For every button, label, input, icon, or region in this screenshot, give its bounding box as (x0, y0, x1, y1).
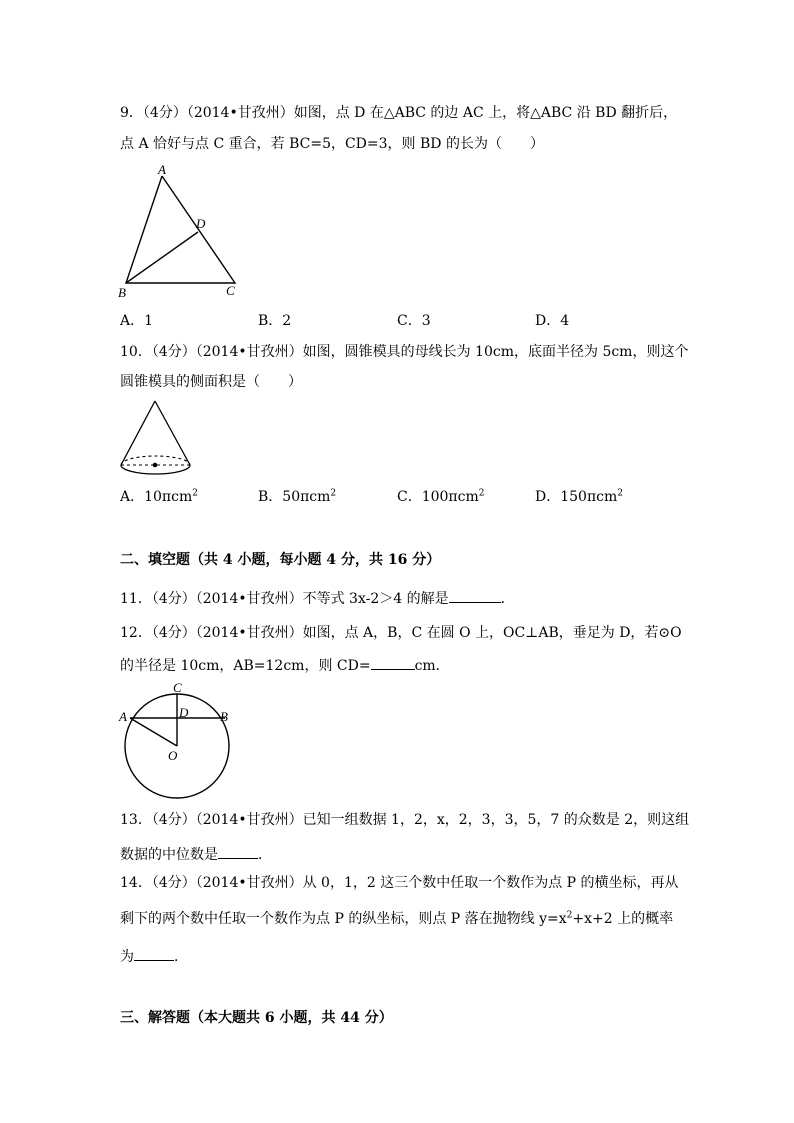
q9-line2: 点 A 恰好与点 C 重合，若 BC=5，CD=3，则 BD 的长为（ ） (120, 136, 544, 152)
q11-answer-blank[interactable] (449, 588, 501, 603)
q14-line3: 为 ． (120, 946, 188, 966)
q10-line1: 10．（4分）（2014•甘孜州）如图，圆锥模具的母线长为 10cm，底面半径为 5cm，则这个 (120, 344, 689, 360)
section-2-heading: 二、填空题（共 4 小题，每小题 4 分，共 16 分） (120, 552, 441, 568)
q11-line: 11．（4分）（2014•甘孜州）不等式 3x-2＞4 的解是 ． (120, 588, 515, 608)
circle-figure (115, 680, 245, 810)
circle-label-b: B (220, 709, 228, 724)
q9-line1: 9．（4分）（2014•甘孜州）如图，点 D 在△ABC 的边 AC 上，将△ABC 沿 BD 翻折后， (120, 105, 678, 121)
q12-line1: 12．（4分）（2014•甘孜州）如图，点 A，B，C 在圆 O 上，OC⊥AB，垂足为 D，若⊙O (120, 625, 682, 641)
q10-line2: 圆锥模具的侧面积是（ ） (120, 374, 302, 390)
triangle-figure (110, 160, 250, 300)
q14-answer-blank[interactable] (134, 946, 174, 961)
q9-option-b: B．2 (258, 313, 292, 329)
q12-answer-blank[interactable] (371, 655, 415, 670)
triangle-label-c: C (226, 283, 235, 298)
circle-label-d: D (179, 705, 189, 720)
triangle-label-b: B (118, 285, 126, 300)
q9-option-a: A．1 (120, 313, 154, 329)
q10-option-c: C．100πcm$^2$ (397, 488, 485, 505)
triangle-label-a: A (158, 162, 166, 177)
cone-figure (115, 395, 205, 485)
q9-option-d: D．4 (535, 313, 570, 329)
q14-line2: 剩下的两个数中任取一个数作为点 P 的纵坐标，则点 P 落在抛物线 $y=x^2+x+2$ 上的概率 (120, 910, 674, 927)
section-3-heading: 三、解答题（本大题共 6 小题，共 44 分） (120, 1010, 393, 1026)
triangle-label-d: D (196, 216, 206, 231)
circle-label-a: A (119, 709, 127, 724)
q10-option-d: D．150πcm$^2$ (535, 488, 623, 505)
circle-label-o: O (168, 748, 178, 763)
circle-label-c: C (173, 680, 182, 695)
q13-line1: 13．（4分）（2014•甘孜州）已知一组数据 1，2，x，2，3，3，5，7 的众数是 2，则这组 (120, 812, 690, 828)
q12-line2: 的半径是 10cm，AB=12cm，则 CD= cm． (120, 655, 450, 675)
q10-option-a: A．10πcm$^2$ (120, 488, 198, 505)
q13-line2: 数据的中位数是 ． (120, 844, 272, 864)
q10-option-b: B．50πcm$^2$ (258, 488, 337, 505)
q13-answer-blank[interactable] (218, 844, 258, 859)
q14-line1: 14．（4分）（2014•甘孜州）从 0，1，2 这三个数中任取一个数作为点 P 的横坐标，再从 (120, 875, 679, 891)
q9-option-c: C．3 (397, 313, 431, 329)
